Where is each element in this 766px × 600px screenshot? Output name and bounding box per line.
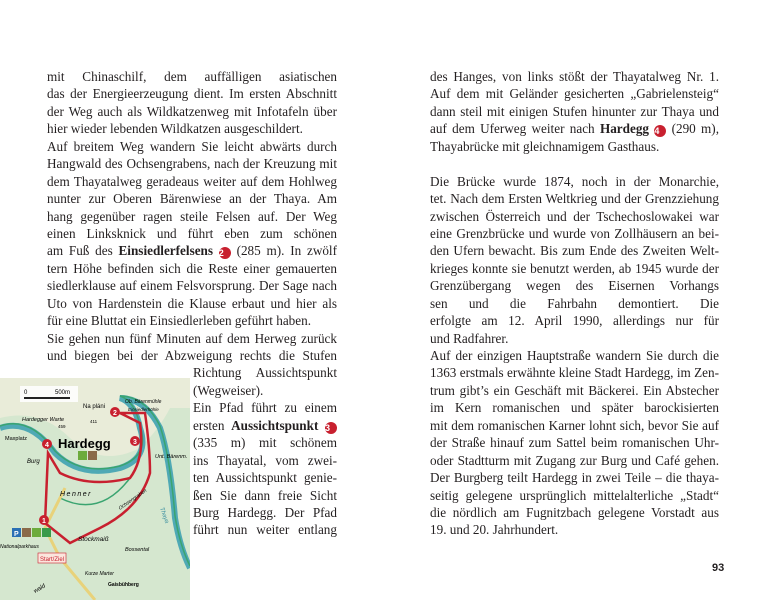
text-line: [193, 399, 337, 416]
text-run: Burg Hardegg. Der Pfad: [193, 504, 337, 520]
right-text-column: [430, 68, 719, 539]
text-run: erfolgte am 12. April 1990, allerdings nur für: [430, 313, 719, 329]
text-line: [430, 85, 719, 102]
map-label: Maxplatz: [5, 436, 28, 442]
text-run: 1363 erstmals erwähnte kleine Stadt Hardegg, im Zen-: [430, 365, 719, 381]
route-marker-3: [130, 436, 140, 446]
text-line: [430, 225, 719, 242]
restaurant-icon: [78, 451, 87, 460]
text-run: (290 m),: [671, 121, 719, 137]
text-line: [193, 382, 337, 399]
text-run: im Kern romanischen und später barockisierten: [430, 400, 719, 416]
text-run: siedlerklause auf einem Felsvorsprung. Der Sage nach: [47, 278, 337, 294]
map-label: wald: [33, 583, 47, 595]
text-run: (Wegweiser).: [193, 382, 264, 398]
text-run: hang gegenüber ragen steile Felsen auf. Der Weg: [47, 208, 337, 224]
map-label: Gaisbühberg: [108, 582, 139, 588]
text-line: [430, 155, 719, 172]
svg-text:4: 4: [45, 442, 49, 449]
text-run: ersten: [193, 417, 232, 433]
text-run: Thayabrücke mit gleichnamigem Gasthaus.: [430, 138, 660, 154]
text-line: [430, 103, 719, 120]
text-run: Sie gehen nun fünf Minuten auf dem Herweg zurück: [47, 330, 337, 346]
text-run: Auf breitem Weg wandern Sie leicht abwärts durch: [47, 138, 337, 154]
text-line: [430, 260, 719, 277]
text-run: mit dem romanischen Karner lohnt sich, bevor Sie auf: [430, 417, 719, 433]
text-line: [430, 120, 719, 137]
text-line: [430, 68, 719, 85]
text-run: [318, 418, 325, 433]
text-line: [430, 138, 719, 155]
text-run: eine Grenzbrücke und wurde von Zollhäusern an bei-: [430, 225, 719, 241]
text-run: Hangwald des Ochsengrabens, nach der Kreuzung mit: [47, 156, 337, 172]
text-run: führt nun weiter entlang: [193, 522, 337, 538]
map-label: Stockmaiß: [78, 536, 109, 543]
text-line: [47, 103, 337, 120]
page-number: 93: [712, 562, 725, 574]
text-line: [193, 487, 337, 504]
text-line: [430, 277, 719, 294]
text-line: [430, 469, 719, 486]
text-run: trum gibt’s ein Geschäft mit Bäckerei. Ein Abstecher: [430, 382, 719, 398]
text-line: [430, 173, 719, 190]
route-marker-4: [42, 439, 52, 449]
text-run: des Hanges, von links stößt der Thayatalweg Nr. 1.: [430, 69, 719, 84]
text-line: [193, 434, 337, 451]
restaurant-icon: [32, 528, 41, 537]
place-name: Aussichtspunkt: [231, 417, 319, 433]
text-line: [47, 277, 337, 294]
text-run: für eine Bluttat ein Einsiedlerleben geführt haben.: [47, 313, 312, 329]
text-run: Uto von Hardenstein die Klause erbaut und hier als: [47, 295, 337, 311]
map-label: Burg: [27, 459, 40, 465]
text-run: ßen Sie dann freie Sicht: [193, 487, 337, 503]
text-run: nunter zur Oberen Bärenwiese an der Thaya. Am: [47, 191, 337, 207]
svg-text:2: 2: [113, 410, 117, 417]
museum-icon: [88, 451, 97, 460]
text-line: [193, 504, 337, 521]
text-line: [47, 347, 337, 364]
map-label: Einsiedlerhöhle: [128, 407, 159, 412]
waypoint-marker-2: 2: [219, 247, 231, 259]
text-line: [47, 260, 337, 277]
map-label: Ochsengraben: [117, 487, 149, 512]
text-line: [193, 417, 337, 434]
text-line: [47, 138, 337, 155]
text-run: sen und die Fahrbahn demontiert. Die: [430, 295, 719, 311]
text-line: [430, 399, 719, 416]
text-run: dem Thayatalweg geradeaus weiter auf dem Hohlweg: [47, 173, 337, 189]
text-line: [430, 347, 719, 364]
text-line: [430, 382, 719, 399]
river-label: Thaya: [158, 506, 170, 525]
text-run: Grenzübergang wegen des Eisernen Vorhangs: [430, 278, 719, 294]
text-line: [47, 208, 337, 225]
text-line: [193, 521, 337, 538]
text-line: [193, 452, 337, 469]
map-label: Hardegger Warte: [22, 417, 65, 423]
map-label: Henner: [60, 491, 92, 498]
route-map: [0, 378, 190, 600]
scale-label: 500m: [55, 390, 71, 396]
text-run: die nördlich am Fugnitzbach gelegene Vorstadt aus: [430, 504, 719, 520]
text-run: Die Brücke wurde 1874, noch in der Monarchie,: [430, 173, 719, 189]
map-label: Kurze Marter: [85, 571, 114, 577]
text-run: der Straße hinauf zum Sattel beim romanischen Uhr-: [430, 435, 719, 451]
text-run: oder Stadtturm mit Zugang zur Burg und Café gehen.: [430, 452, 719, 468]
text-line: [430, 330, 719, 347]
text-run: krieges konnte sie benutzt werden, ab 1945 wurde der: [430, 260, 719, 276]
text-run: tet. Nach dem Ersten Weltkrieg und der Grenzziehung: [430, 191, 719, 207]
text-run: ins Thayatal, vom zwei-: [193, 452, 337, 468]
text-run: dann steil mit einigen Stufen hinunter zur Thaya und: [430, 103, 719, 119]
map-label: Nationalparkhaus: [0, 544, 39, 550]
text-run: Richtung Aussichtspunkt: [193, 365, 337, 381]
text-run: Ein Pfad führt zu einem: [193, 400, 337, 416]
text-run: [213, 243, 219, 258]
text-line: [47, 173, 337, 190]
waypoint-marker-3: 3: [325, 422, 337, 434]
text-line: [193, 469, 337, 486]
text-run: und Radfahrer.: [430, 330, 509, 346]
map-label: 411: [90, 419, 98, 424]
place-name: Einsiedlerfelsens: [118, 243, 214, 259]
text-line: [47, 330, 337, 347]
text-line: [47, 85, 337, 102]
text-line: [430, 487, 719, 504]
text-run: und biegen bei der Abzweigung rechts die Stufen: [47, 348, 337, 363]
info-icon: [42, 528, 51, 537]
text-run: das der Energieerzeugung dient. Im ersten Abschnitt: [47, 86, 337, 102]
svg-text:3: 3: [133, 439, 137, 446]
text-line: [430, 295, 719, 312]
text-line: [430, 452, 719, 469]
text-line: [47, 225, 337, 242]
text-line: [47, 295, 337, 312]
museum-icon: [22, 528, 31, 537]
route-marker-1: [39, 515, 49, 525]
text-run: (285 m). In zwölf: [236, 243, 337, 259]
text-run: seitig gelegene ursprünglich mittelalterliche „Stadt“: [430, 487, 719, 503]
text-line: [430, 521, 719, 538]
text-run: Auf der einzigen Hauptstraße wandern Sie durch die: [430, 348, 719, 363]
text-run: der Weg auch als Wildkatzenweg mit Infotafeln über: [47, 103, 337, 119]
text-run: (335 m) mit schönem: [193, 435, 337, 451]
start-finish-label: Start/Ziel: [40, 557, 65, 563]
text-run: hier wieder lebenden Wildkatzen ausgeschildert.: [47, 121, 303, 137]
map-label: 459: [58, 424, 66, 429]
text-run: auf dem Uferweg weiter nach: [430, 121, 600, 137]
text-line: [430, 504, 719, 521]
waypoint-marker-4: 4: [654, 125, 666, 137]
text-line: [193, 364, 337, 381]
text-line: [47, 155, 337, 172]
map-label: Unt. Bärenm.: [155, 454, 188, 460]
svg-text:1: 1: [42, 518, 46, 525]
text-run: ten Aussichtspunkt genie-: [193, 470, 337, 486]
route-marker-2: [110, 407, 120, 417]
place-name: Hardegg: [599, 121, 650, 137]
parking-letter: P: [14, 531, 19, 538]
text-line: [47, 190, 337, 207]
town-label: Hardegg: [58, 436, 111, 451]
text-line: [430, 242, 719, 259]
text-line: [430, 312, 719, 329]
scale-zero: 0: [24, 390, 28, 396]
text-line: [430, 190, 719, 207]
text-line: [430, 364, 719, 381]
text-run: zwischen Österreich und der Tschechoslowakei war: [430, 208, 719, 224]
text-run: Der Burgberg teilt Hardegg in zwei Teile – die thaya-: [430, 470, 719, 486]
text-line: [47, 120, 337, 137]
map-label: Ob. Bärenmühle: [125, 399, 162, 405]
text-line: [430, 434, 719, 451]
text-run: mit Chinaschilf, dem auffälligen asiatischen: [47, 69, 337, 84]
text-line: [47, 68, 337, 85]
text-run: am Fuß des: [47, 243, 119, 259]
text-line: [47, 312, 337, 329]
text-line: [47, 242, 337, 259]
map-label: Bossental: [125, 547, 150, 553]
text-line: [430, 208, 719, 225]
text-run: einen Linksknick und führt eben zum schönen: [47, 225, 337, 241]
text-run: tern Höhe befinden sich die Reste einer gemauerten: [47, 260, 337, 276]
text-run: den Ufern bewacht. Bis zum Ende des Zweiten Welt-: [430, 243, 719, 259]
text-run: Auf dem mit Geländer gesicherten „Gabrielensteig“: [430, 86, 719, 102]
text-run: 19. und 20. Jahrhundert.: [430, 522, 559, 538]
map-label: Na pláni: [83, 404, 106, 410]
text-line: [430, 417, 719, 434]
